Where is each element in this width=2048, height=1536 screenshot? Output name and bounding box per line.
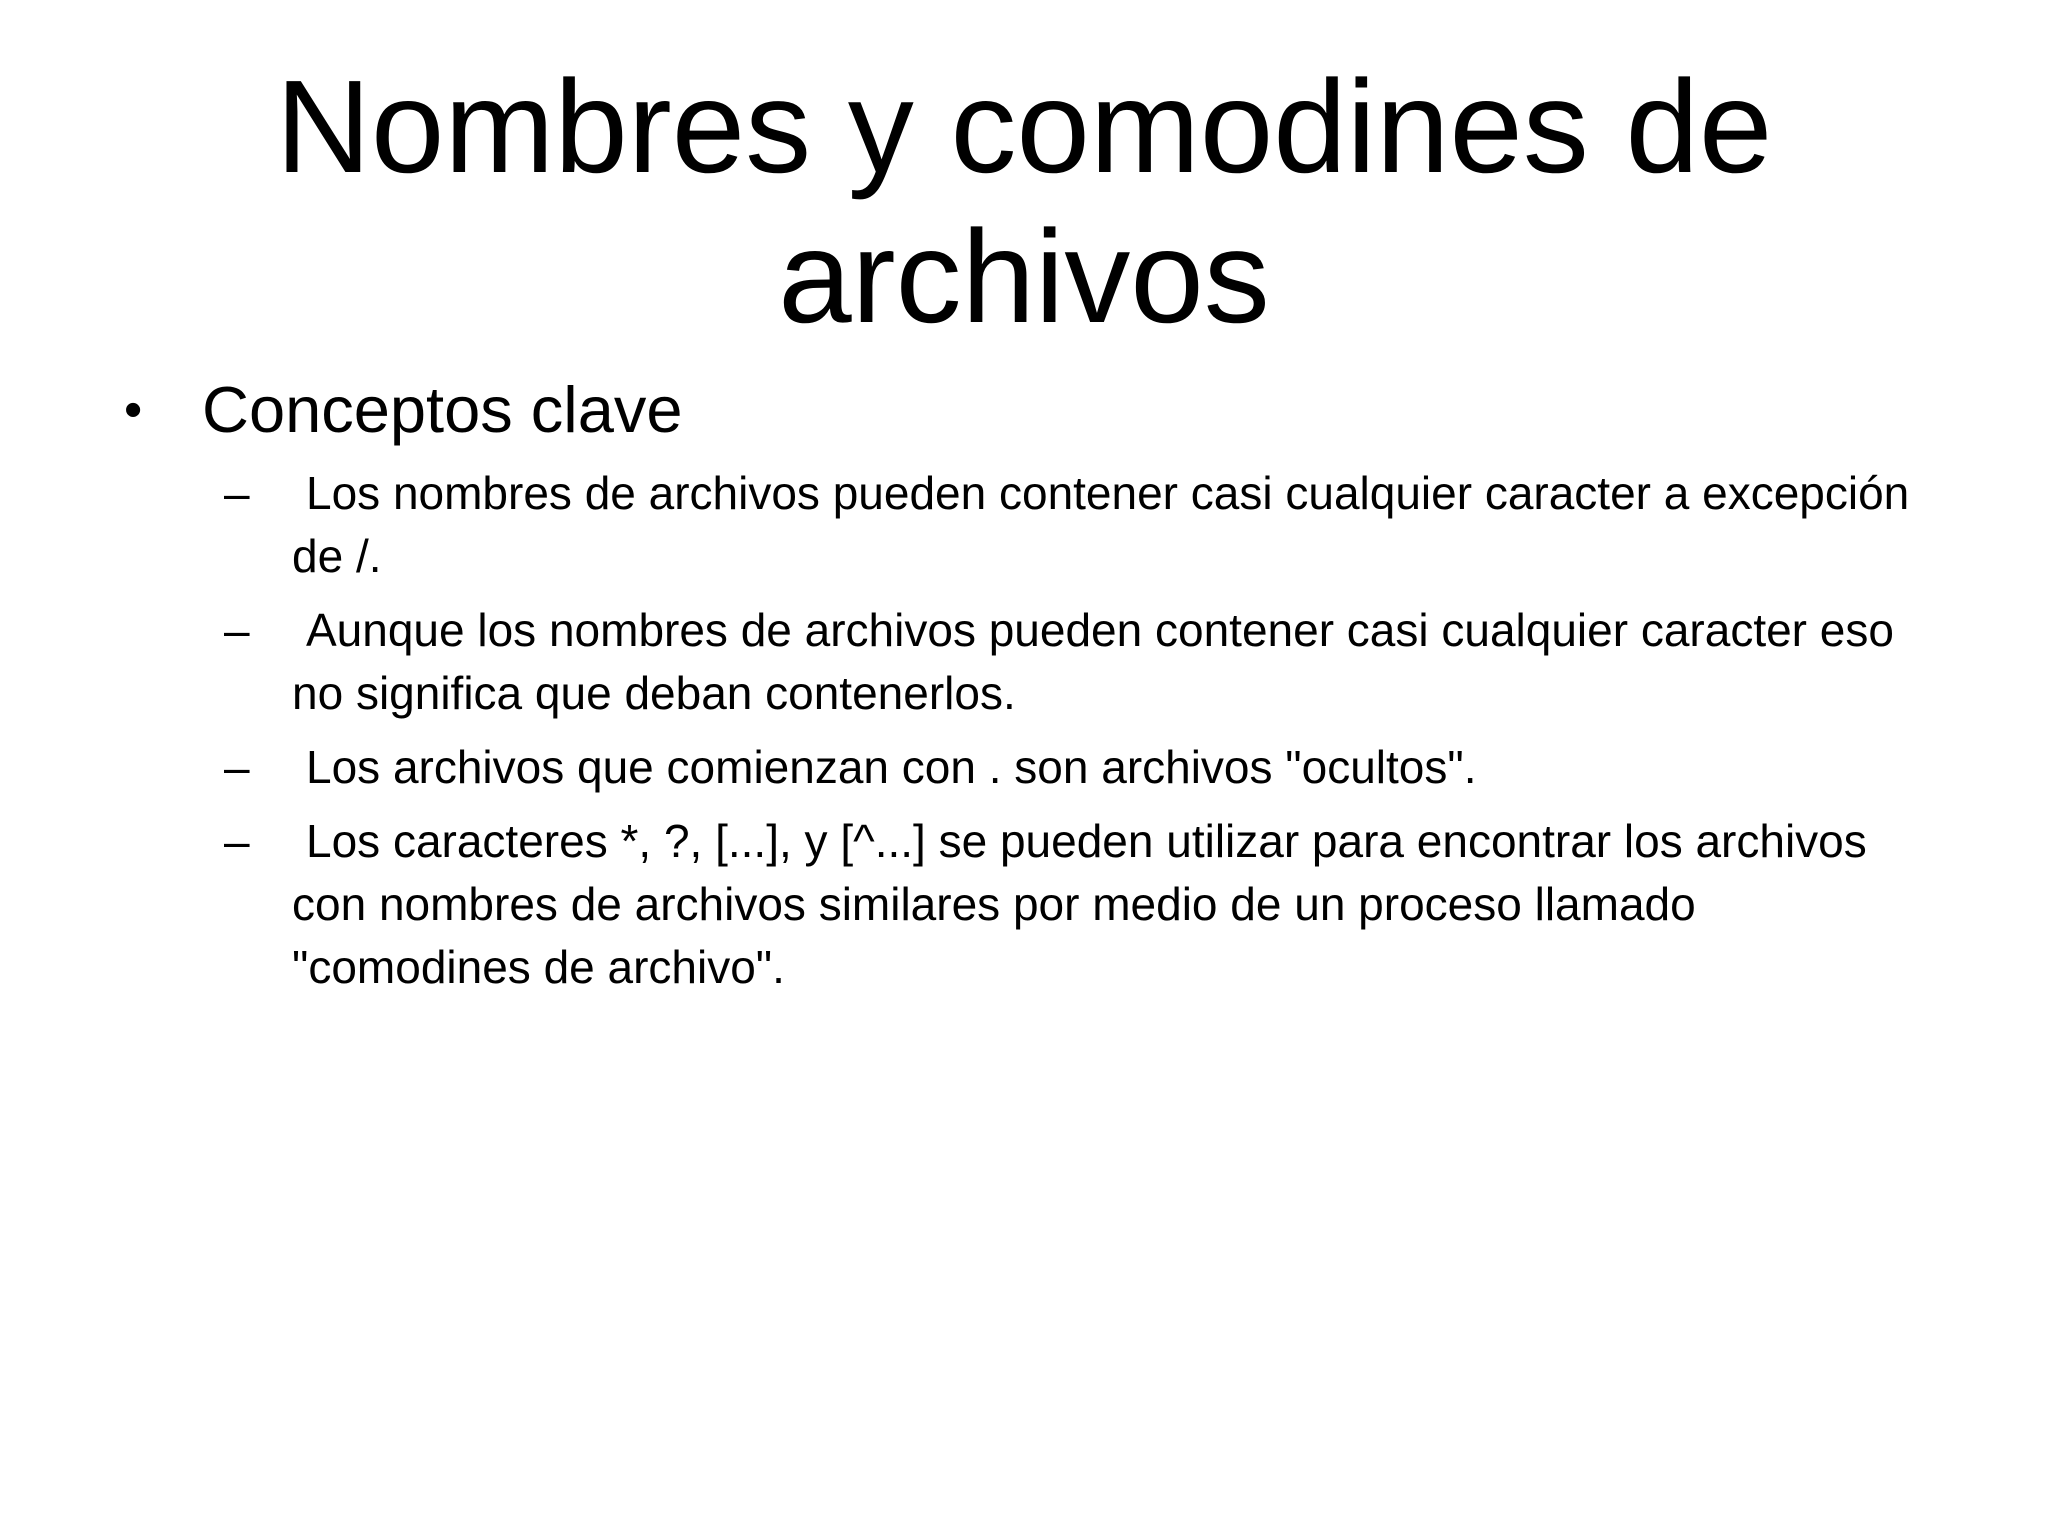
sub-bullet-item <box>118 736 1938 799</box>
dash-icon: – <box>224 467 250 519</box>
bullet-heading: Conceptos clave <box>202 373 683 446</box>
sub-bullet-text: Los archivos que comienzan con . son archivos "ocultos". <box>306 741 1477 793</box>
slide-content <box>118 370 1938 1010</box>
sub-bullet-list <box>118 462 1938 999</box>
sub-bullet-item <box>118 810 1938 999</box>
dash-icon: – <box>224 815 250 867</box>
slide-title: Nombres y comodines de archivos <box>275 53 1773 350</box>
dash-icon: – <box>224 741 250 793</box>
bullet-conceptos-clave <box>118 370 1938 450</box>
sub-bullet-item <box>118 599 1938 725</box>
dash-icon: – <box>224 604 250 656</box>
sub-bullet-text: Los nombres de archivos pueden contener casi cualquier caracter a excepción de /. <box>292 467 1910 582</box>
sub-bullet-text: Los caracteres *, ?, [...], y [^...] se pueden utilizar para encontrar los archivos con nombres de archivos similares por medio de un proceso llamado "comodines de archivo". <box>292 815 1867 993</box>
bullet-icon: • <box>124 381 143 439</box>
sub-bullet-text: Aunque los nombres de archivos pueden contener casi cualquier caracter eso no significa que deban contenerlos. <box>292 604 1894 719</box>
sub-bullet-item <box>118 462 1938 588</box>
